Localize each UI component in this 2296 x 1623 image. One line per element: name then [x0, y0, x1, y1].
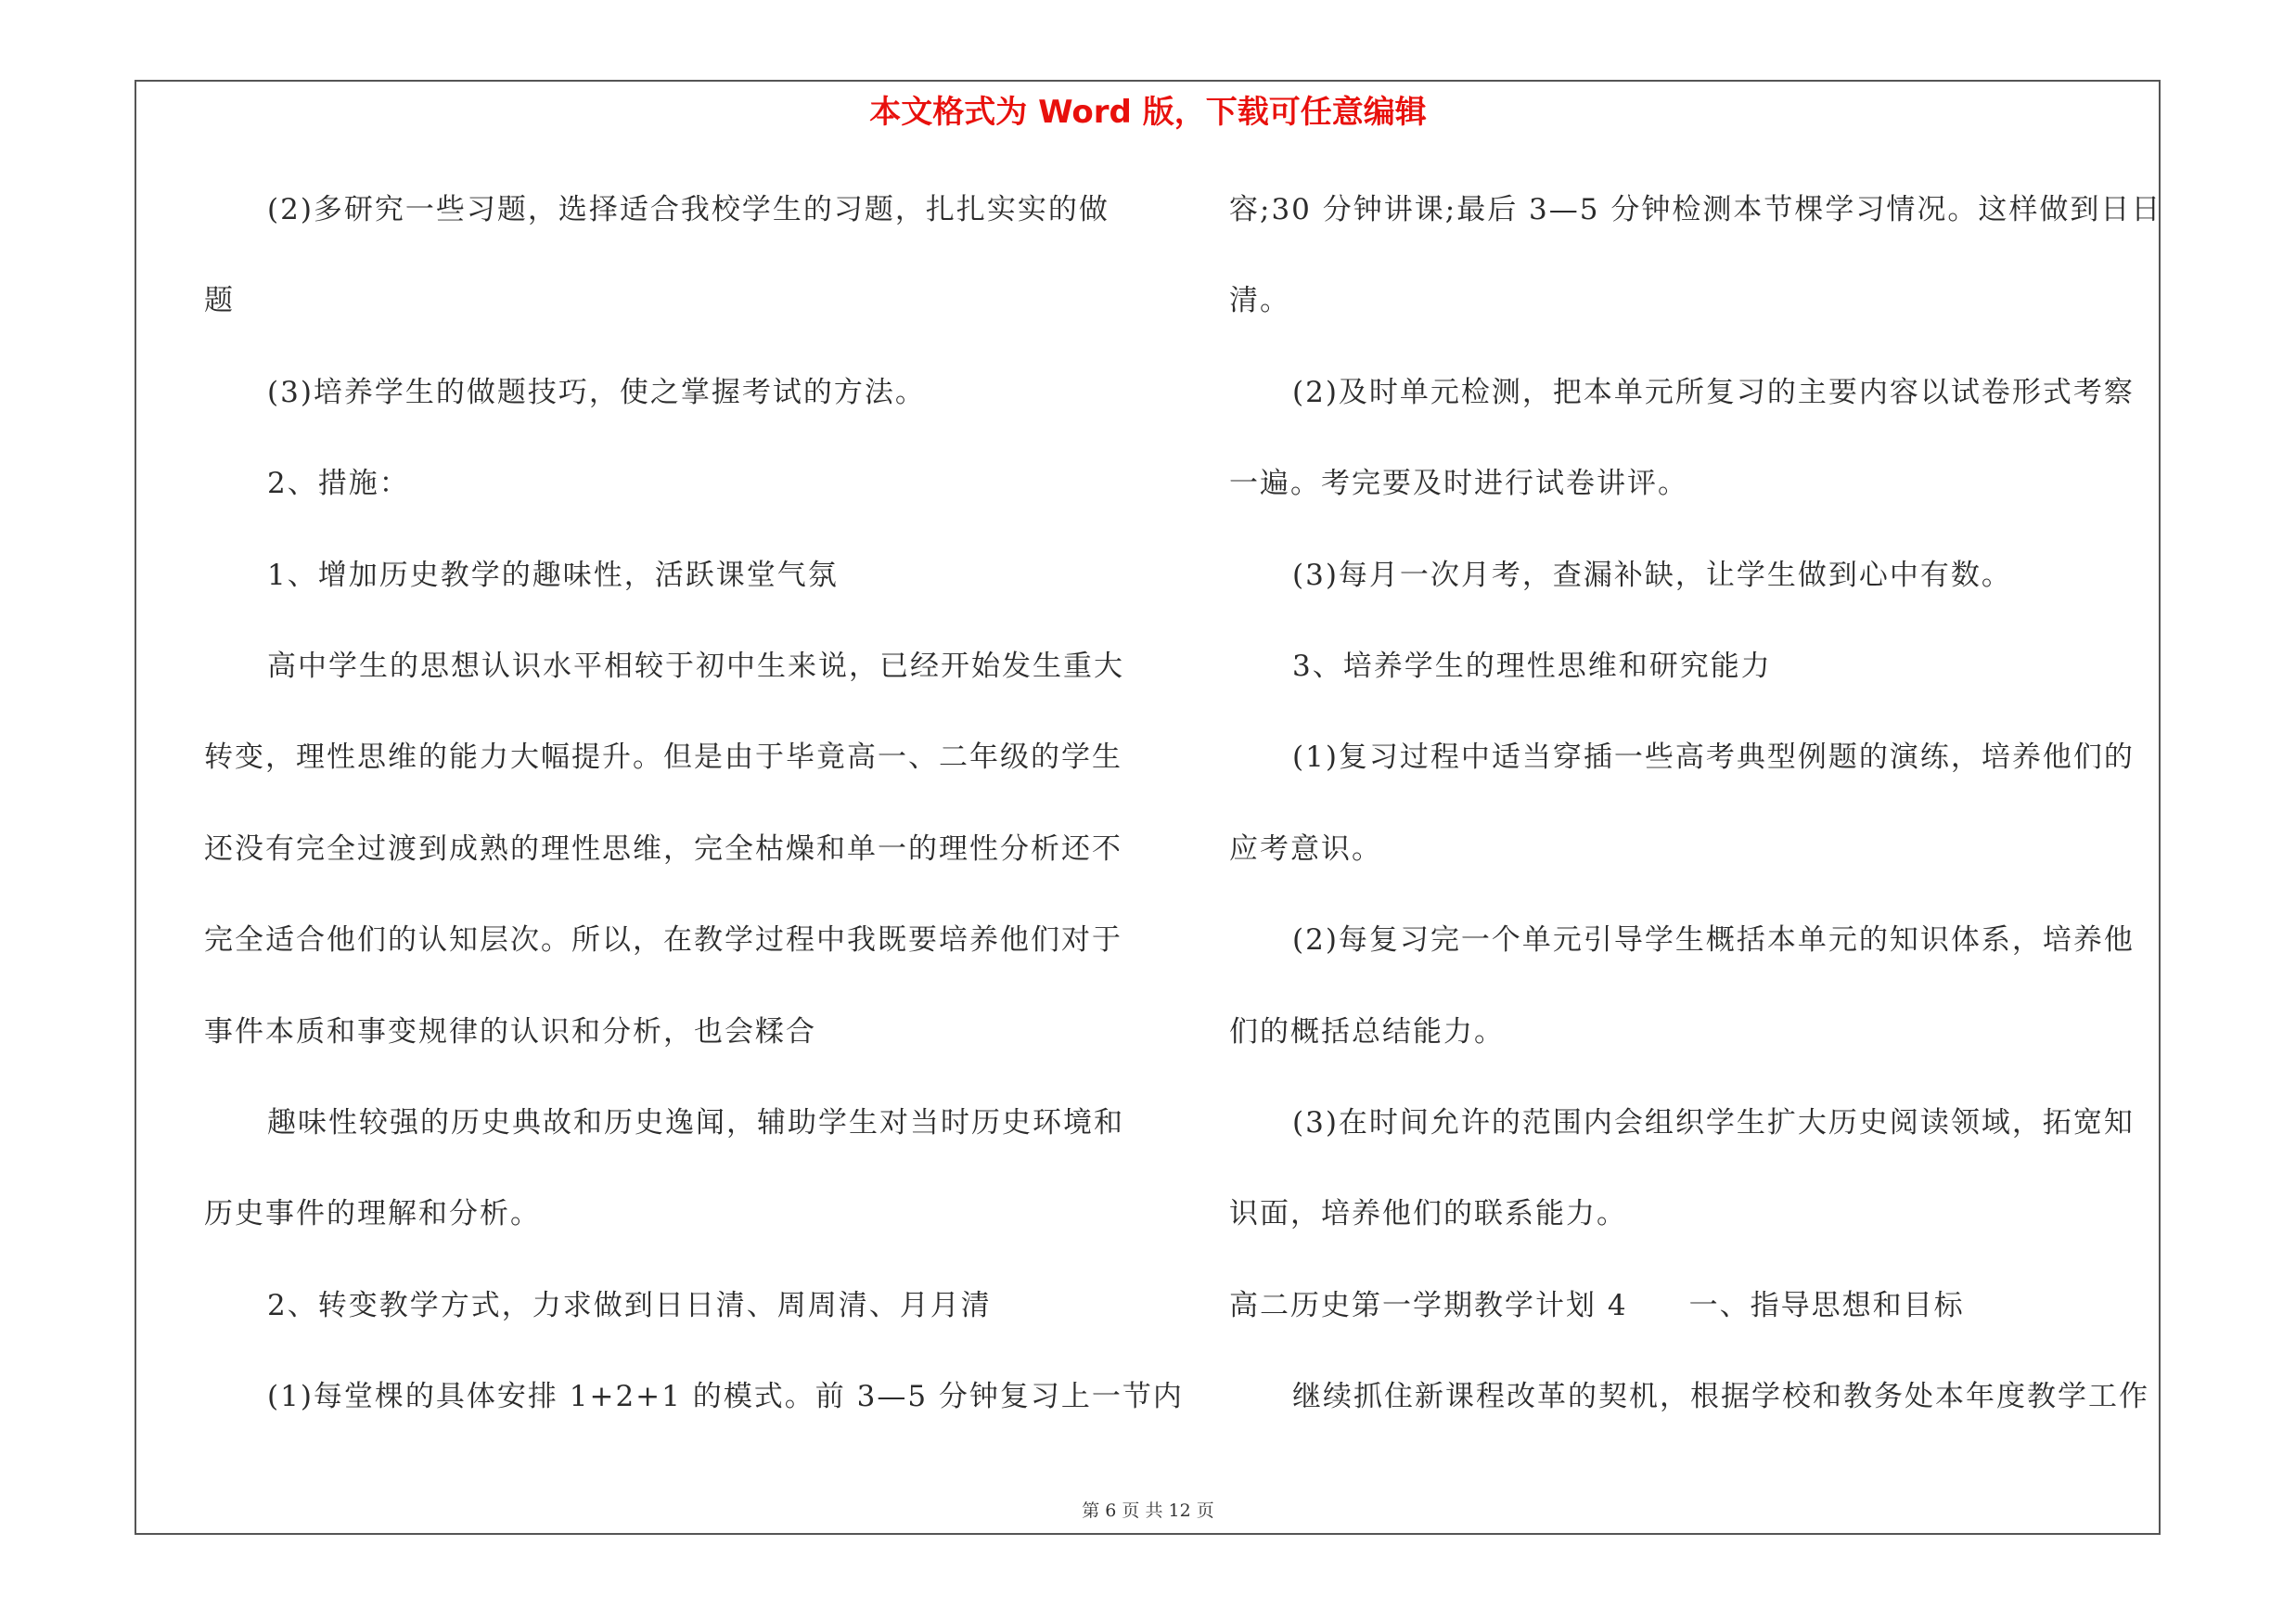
text-line: 事件本质和事变规律的认识和分析，也会糅合: [204, 1014, 816, 1049]
text-line: 历史事件的理解和分析。: [204, 1197, 541, 1231]
text-line: (2)及时单元检测，把本单元所复习的主要内容以试卷形式考察: [1292, 375, 2135, 409]
text-line: 2、转变教学方式，力求做到日日清、周周清、月月清: [267, 1288, 992, 1322]
text-line: (3)每月一次月考，查漏补缺，让学生做到心中有数。: [1292, 558, 2012, 592]
text-line: (3)在时间允许的范围内会组织学生扩大历史阅读领域，拓宽知: [1292, 1105, 2135, 1140]
text-line: (2)每复习完一个单元引导学生概括本单元的知识体系，培养他: [1292, 923, 2135, 958]
text-line: 1、增加历史教学的趣味性，活跃课堂气氛: [267, 558, 839, 592]
text-line: 一遍。考完要及时进行试卷讲评。: [1229, 467, 1688, 501]
page-number-footer: 第 6 页 共 12 页: [1082, 1501, 1214, 1521]
text-line: (2)多研究一些习题，选择适合我校学生的习题，扎扎实实的做: [267, 193, 1110, 226]
text-line: 们的概括总结能力。: [1229, 1014, 1505, 1049]
text-line: 2、措施：: [267, 467, 410, 501]
format-banner: 本文格式为 Word 版，下载可任意编辑: [869, 94, 1427, 131]
text-line: 高二历史第一学期教学计划 4 一、指导思想和目标: [1229, 1288, 1965, 1322]
text-line: (1)复习过程中适当穿插一些高考典型例题的演练，培养他们的: [1292, 741, 2135, 775]
text-line: 应考意识。: [1229, 831, 1382, 866]
text-line: 3、培养学生的理性思维和研究能力: [1292, 649, 1772, 683]
text-line: (1)每堂棵的具体安排 1+2+1 的模式。前 3—5 分钟复习上一节内: [267, 1380, 1184, 1414]
text-line: 继续抓住新课程改革的契机，根据学校和教务处本年度教学工作: [1292, 1380, 2149, 1414]
text-line: 清。: [1229, 284, 1290, 318]
text-line: 高中学生的思想认识水平相较于初中生来说，已经开始发生重大: [267, 649, 1124, 683]
text-line: 转变，理性思维的能力大幅提升。但是由于毕竟高一、二年级的学生: [204, 741, 1122, 775]
text-line: 题: [204, 284, 235, 318]
text-line: 趣味性较强的历史典故和历史逸闻，辅助学生对当时历史环境和: [267, 1105, 1124, 1140]
text-line: 容;30 分钟讲课;最后 3—5 分钟检测本节棵学习情况。这样做到日日: [1229, 193, 2162, 226]
text-line: 还没有完全过渡到成熟的理性思维，完全枯燥和单一的理性分析还不: [204, 831, 1122, 866]
left-column: [204, 182, 1184, 1460]
text-line: 识面，培养他们的联系能力。: [1229, 1197, 1627, 1231]
text-line: (3)培养学生的做题技巧，使之掌握考试的方法。: [267, 375, 926, 409]
right-column: [1229, 182, 2162, 1460]
text-line: 完全适合他们的认知层次。所以，在教学过程中我既要培养他们对于: [204, 923, 1122, 958]
